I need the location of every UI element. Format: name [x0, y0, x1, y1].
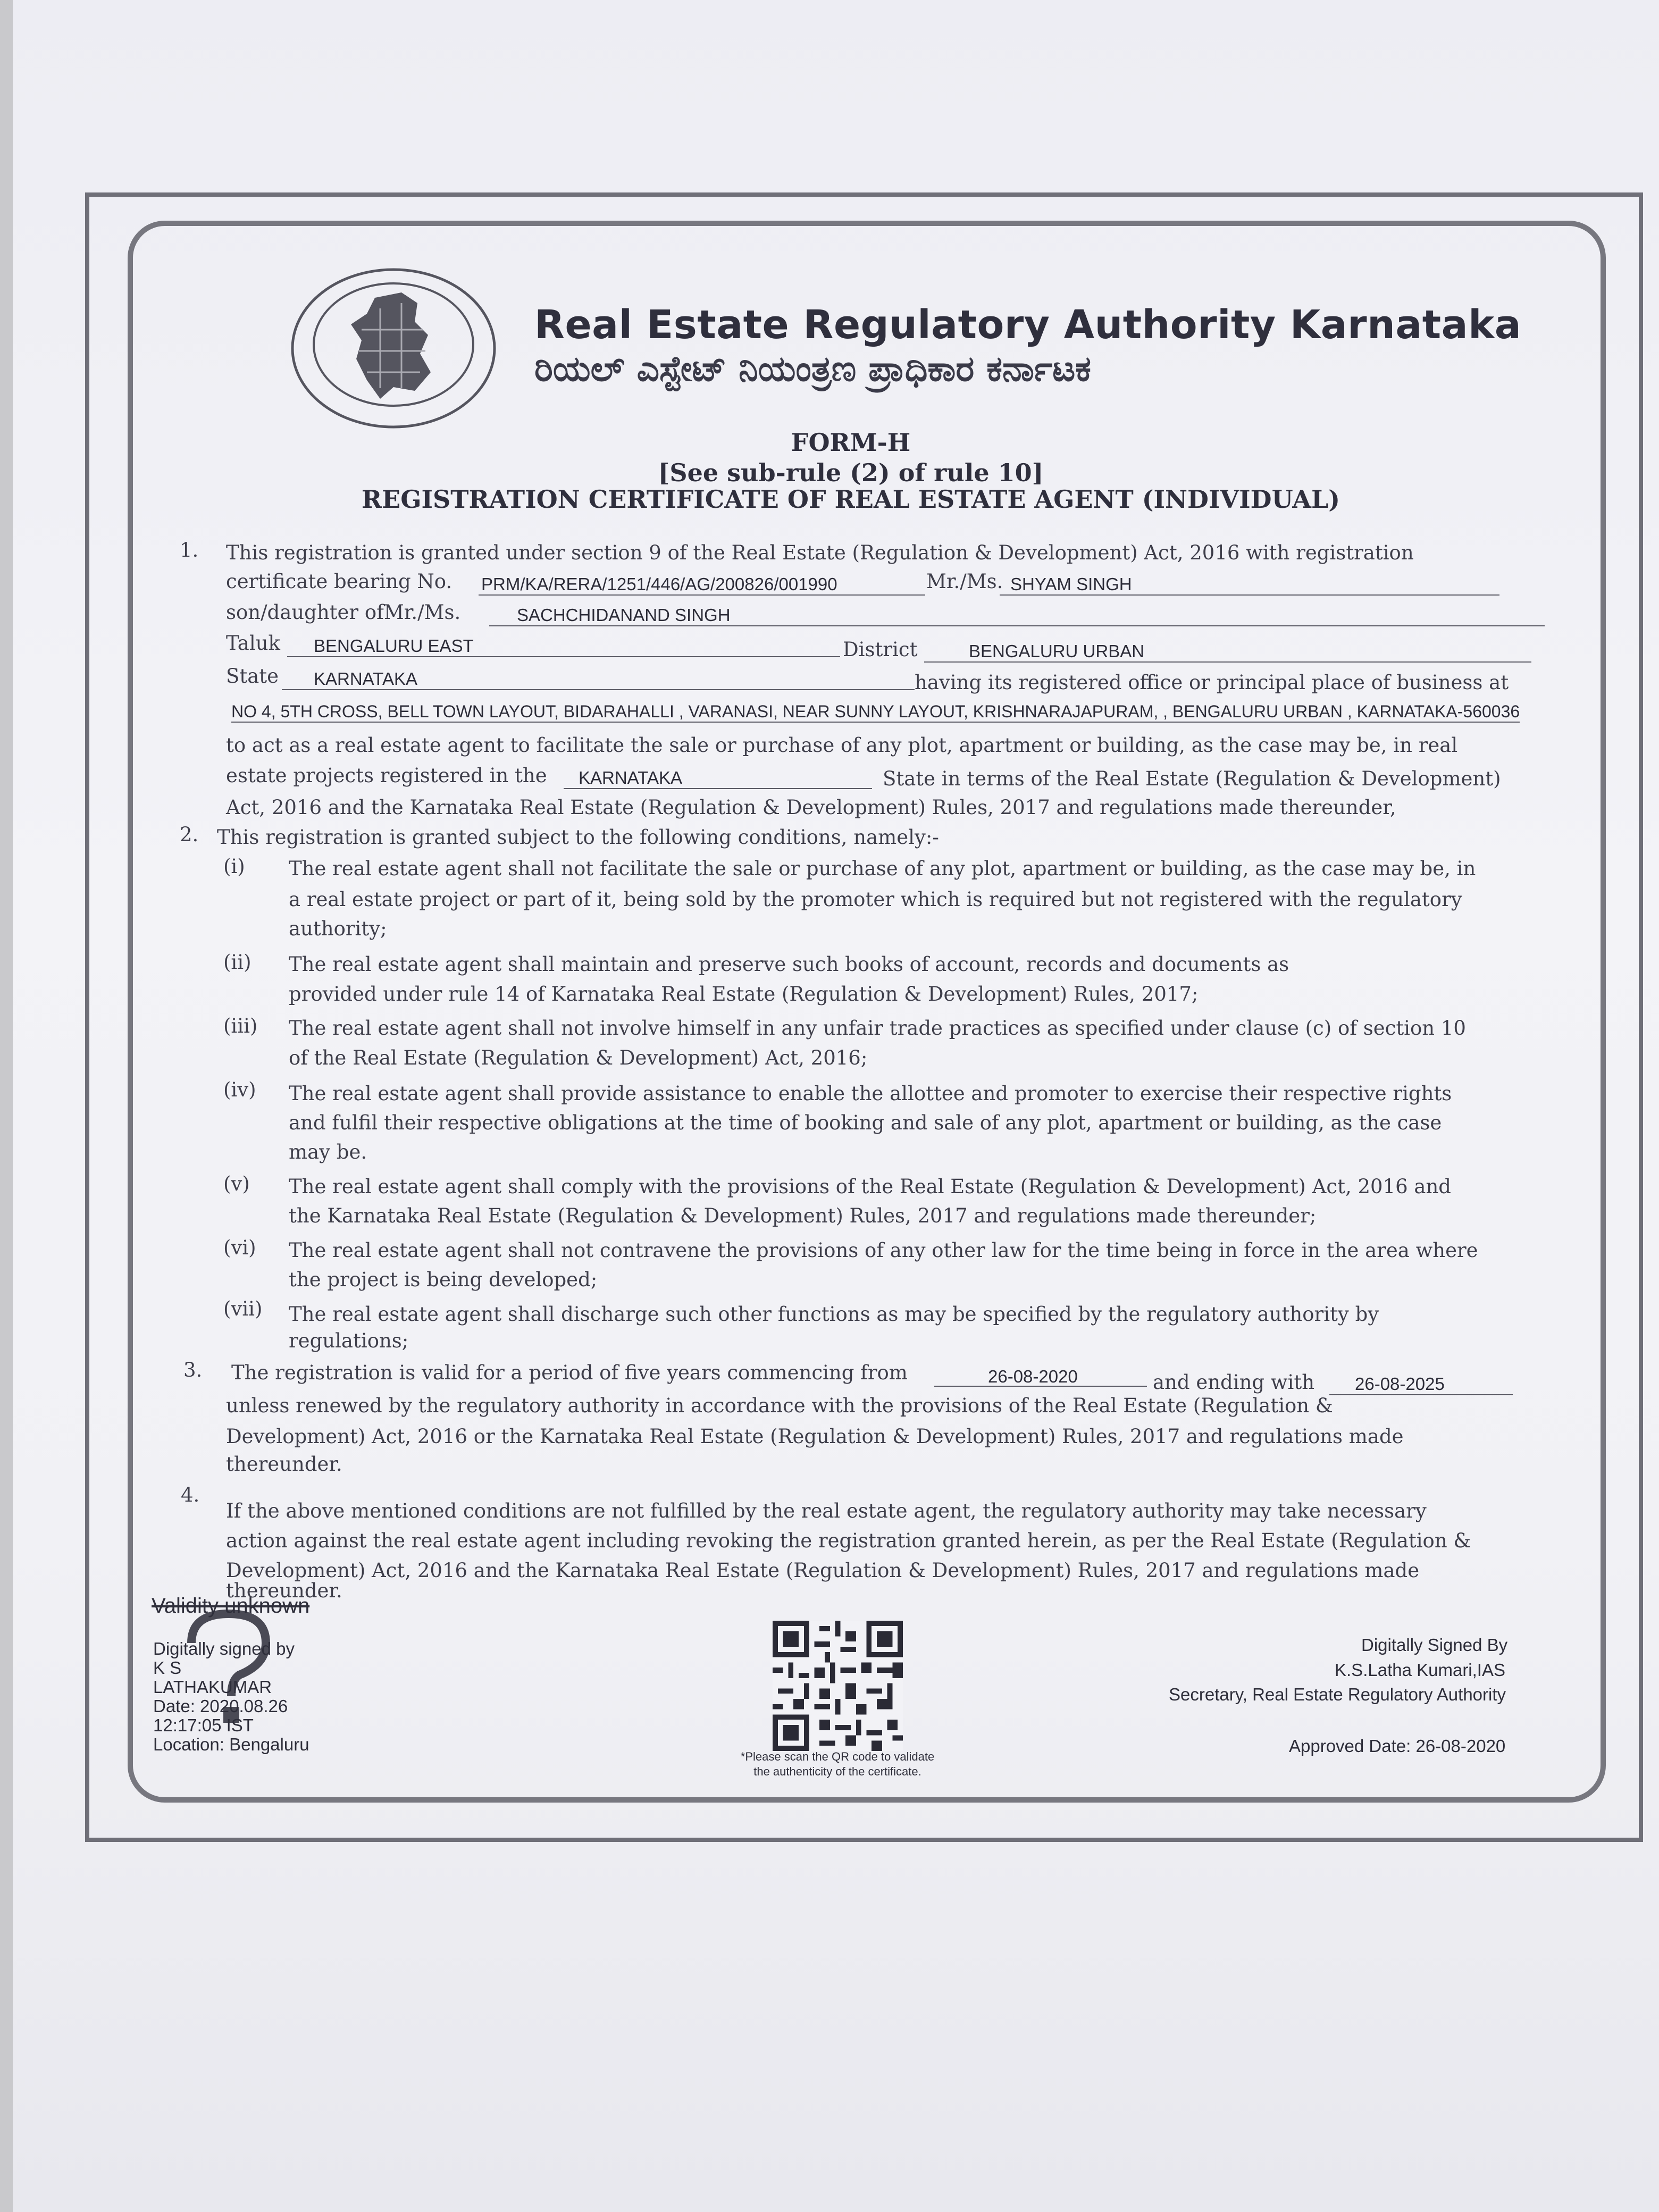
authority-name-kannada: ರಿಯಲ್ ಎಸ್ಟೇಟ್ ನಿಯಂತ್ರಣ ಪ್ರಾಧಿಕಾರ ಕರ್ನಾಟಕ [534, 348, 1091, 389]
digital-signature-text: K S [153, 1658, 182, 1678]
condition-line: authority; [289, 917, 387, 940]
state-label: State [226, 665, 279, 688]
condition-number: (vii) [223, 1297, 263, 1320]
condition-number: (vi) [223, 1236, 256, 1259]
condition-line: The real estate agent shall provide assistance to enable the allottee and promoter to exercise their respective rights [289, 1082, 1452, 1105]
condition-line: a real estate project or part of it, being sold by the promoter which is required but not registered with the regulatory [289, 888, 1462, 911]
condition-line: The real estate agent shall maintain and preserve such books of account, records and documents as [289, 953, 1289, 976]
condition-line: The real estate agent shall comply with the provisions of the Real Estate (Regulation & Development) Act, 2016 and [289, 1175, 1451, 1198]
office-text: having its registered office or principal place of business at [915, 671, 1509, 694]
section-1-line: estate projects registered in the [226, 764, 547, 787]
rera-seal-icon [287, 266, 500, 431]
condition-line: The real estate agent shall discharge such other functions as may be specified by the regulatory authority by [289, 1303, 1379, 1326]
section-3-line: thereunder. [226, 1453, 342, 1476]
form-rule: [See sub-rule (2) of rule 10] [658, 458, 1044, 487]
section-4-line: If the above mentioned conditions are not fulfilled by the real estate agent, the regulatory authority may take necessary [226, 1499, 1427, 1522]
signatory-name: K.S.Latha Kumari,IAS [1335, 1660, 1505, 1680]
end-date-underline [1329, 1394, 1513, 1395]
qr-caption [691, 1749, 984, 1779]
signed-by-label: Digitally Signed By [1361, 1635, 1508, 1655]
digital-signature-text: Digitally signed by [153, 1639, 295, 1658]
section-1-line: Act, 2016 and the Karnataka Real Estate (Regulation & Development) Rules, 2017 and regulations made thereunder, [226, 796, 1396, 819]
condition-line: provided under rule 14 of Karnataka Real Estate (Regulation & Development) Rules, 2017; [289, 983, 1199, 1006]
section-4-line: Development) Act, 2016 and the Karnataka Real Estate (Regulation & Development) Rules, 2017 and regulations made [226, 1559, 1420, 1582]
parent-underline [489, 625, 1545, 626]
mr-label: Mr./Ms. [926, 570, 1003, 593]
signatory-designation: Secretary, Real Estate Regulatory Authority [1169, 1685, 1506, 1704]
condition-number: (v) [223, 1172, 250, 1195]
section-2-intro: This registration is granted subject to the following conditions, namely:- [217, 826, 939, 849]
condition-line: and fulfil their respective obligations at the time of booking and sale of any plot, apartment or building, as the case [289, 1111, 1442, 1134]
condition-line: may be. [289, 1141, 367, 1163]
qr-caption-line: the authenticity of the certificate. [753, 1765, 921, 1778]
condition-line: The real estate agent shall not contravene the provisions of any other law for the time being in force in the area where [289, 1239, 1478, 1262]
project-state-underline [564, 788, 872, 789]
district-value: BENGALURU URBAN [969, 641, 1145, 661]
section-3-line: and ending with [1153, 1371, 1315, 1394]
condition-number: (iv) [223, 1078, 256, 1101]
form-number: FORM-H [791, 428, 911, 457]
taluk-value: BENGALURU EAST [314, 636, 474, 656]
state-underline [282, 689, 915, 690]
cert-no-value: PRM/KA/RERA/1251/446/AG/200826/001990 [481, 574, 837, 594]
condition-line: the Karnataka Real Estate (Regulation & Development) Rules, 2017 and regulations made thereunder; [289, 1204, 1317, 1227]
section-1-number: 1. [180, 539, 199, 562]
section-3-number: 3. [183, 1359, 203, 1381]
parent-label: son/daughter ofMr./Ms. [226, 601, 461, 624]
condition-number: (iii) [223, 1015, 258, 1037]
condition-line: The real estate agent shall not involve himself in any unfair trade practices as specified under clause (c) of section 10 [289, 1017, 1466, 1040]
section-3-line: Development) Act, 2016 or the Karnataka Real Estate (Regulation & Development) Rules, 2017 and regulations made [226, 1425, 1404, 1448]
signature-validity-status: Validity unknown [152, 1594, 310, 1618]
section-4-number: 4. [181, 1484, 200, 1506]
section-1-line: to act as a real estate agent to facilitate the sale or purchase of any plot, apartment or building, as the case may be, in real [226, 734, 1458, 757]
district-underline [924, 661, 1531, 663]
section-4-line: action against the real estate agent including revoking the registration granted herein, as per the Real Estate (Regulation & [226, 1529, 1471, 1552]
state-value: KARNATAKA [314, 669, 417, 689]
end-date: 26-08-2025 [1355, 1374, 1445, 1394]
taluk-label: Taluk [226, 632, 280, 655]
digital-signature-date: Date: 2020.08.26 [153, 1696, 288, 1716]
parent-name: SACHCHIDANAND SINGH [517, 605, 731, 625]
condition-number: (ii) [223, 951, 252, 974]
section-1-line: This registration is granted under section 9 of the Real Estate (Regulation & Development) Act, 2016 with registration [226, 541, 1414, 564]
qr-caption-line: *Please scan the QR code to validate [740, 1750, 935, 1763]
agent-name: SHYAM SINGH [1010, 574, 1132, 594]
condition-line: the project is being developed; [289, 1268, 598, 1291]
start-date: 26-08-2020 [988, 1367, 1078, 1386]
district-label: District [843, 638, 918, 661]
authority-name-english: Real Estate Regulatory Authority Karnataka [534, 302, 1522, 348]
name-underline [1000, 594, 1499, 596]
cert-no-underline [479, 594, 925, 596]
digital-signature-text: LATHAKUMAR [153, 1677, 272, 1697]
section-2-number: 2. [180, 823, 199, 846]
certificate-title: REGISTRATION CERTIFICATE OF REAL ESTATE AGENT (INDIVIDUAL) [361, 485, 1340, 514]
qr-code-icon[interactable] [773, 1621, 903, 1751]
business-address: NO 4, 5TH CROSS, BELL TOWN LAYOUT, BIDARAHALLI , VARANASI, NEAR SUNNY LAYOUT, KRISHNARAJAPURAM, , BENGALURU URBAN , KARNATAKA-560036 [231, 702, 1520, 723]
condition-line: The real estate agent shall not facilitate the sale or purchase of any plot, apartment or building, as the case may be, in [289, 857, 1476, 880]
taluk-underline [287, 656, 840, 657]
section-4-line: thereunder. [226, 1579, 342, 1602]
condition-line: regulations; [289, 1329, 409, 1352]
section-3-line: unless renewed by the regulatory authority in accordance with the provisions of the Real Estate (Regulation & [226, 1394, 1333, 1417]
approved-date: Approved Date: 26-08-2020 [1289, 1736, 1506, 1756]
condition-line: of the Real Estate (Regulation & Development) Act, 2016; [289, 1046, 868, 1069]
project-state-value: KARNATAKA [579, 768, 682, 787]
digital-signature-location: Location: Bengaluru [153, 1735, 309, 1754]
cert-no-label: certificate bearing No. [226, 570, 453, 593]
section-3-line: The registration is valid for a period of five years commencing from [231, 1361, 908, 1384]
condition-number: (i) [223, 855, 245, 878]
digital-signature-time: 12:17:05 IST [153, 1715, 254, 1735]
section-1-line: State in terms of the Real Estate (Regulation & Development) [883, 767, 1501, 790]
